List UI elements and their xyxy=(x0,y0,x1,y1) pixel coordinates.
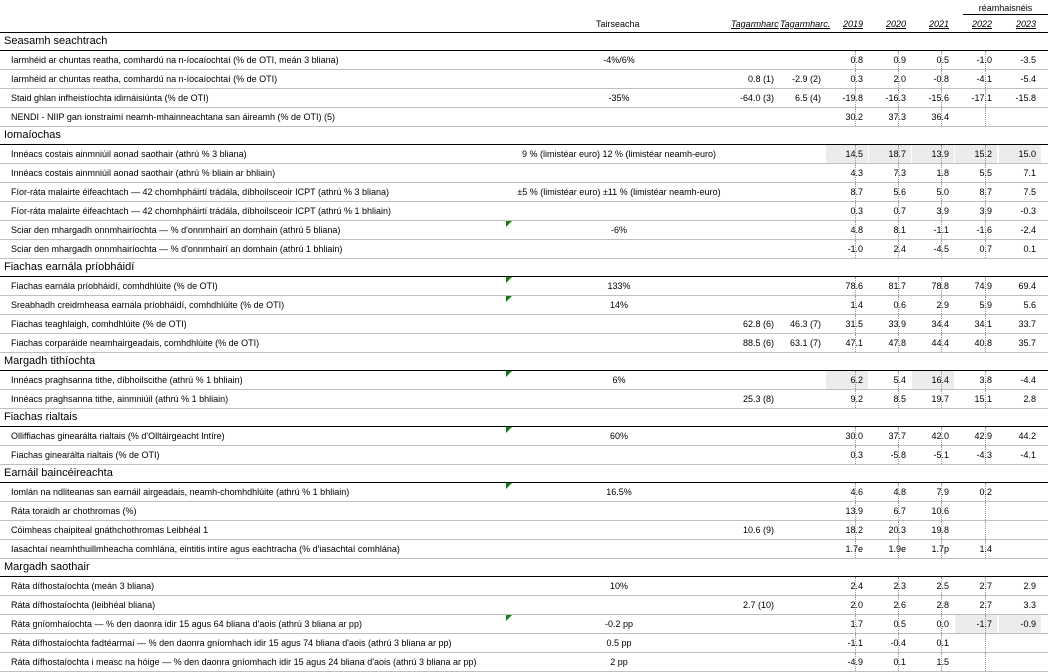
year-value-2023: -15.8 xyxy=(1015,93,1036,103)
year-value-2022: 2.7 xyxy=(979,581,992,591)
year-value-2022: 15.1 xyxy=(974,394,992,404)
row-label: Iarmhéid ar chuntas reatha, comhardú na n-íocaíochtaí (% de OTI, meán 3 bliana) xyxy=(11,55,339,65)
section-header xyxy=(0,409,1048,427)
header-scoreboard-1: Tagarmharc xyxy=(731,19,779,29)
year-value-2020: 0.6 xyxy=(893,300,906,310)
year-value-2023: -2.4 xyxy=(1020,225,1036,235)
row-label: Ráta dífhostaíochta i measc na hóige — % den daonra gníomhach idir 15 agus 24 bliana d'aois (athrú 3 bliana ar pp) xyxy=(11,657,477,667)
year-value-2022: -4.1 xyxy=(976,74,992,84)
table-row xyxy=(0,390,1048,409)
year-value-2021: 19.7 xyxy=(931,394,949,404)
header-year-2022: 2022 xyxy=(971,19,993,29)
year-value-2020: 8.5 xyxy=(893,394,906,404)
year-value-2022: -1.7 xyxy=(976,619,992,629)
threshold-value: 14% xyxy=(609,300,628,310)
year-value-2019: 13.9 xyxy=(845,506,863,516)
table-row xyxy=(0,108,1048,127)
row-label: Ráta dífhostaíochta fadtéarmaí — % den daonra gníomhach idir 15 agus 74 bliana d'aois (athrú 3 bliana ar pp) xyxy=(11,638,452,648)
year-value-2019: 1.4 xyxy=(850,300,863,310)
year-value-2022: 74.9 xyxy=(974,281,992,291)
header-threshold: Tairseacha xyxy=(596,19,640,29)
year-value-2019: -1.1 xyxy=(847,638,863,648)
section-title: Margadh tithíochta xyxy=(4,355,96,367)
year-value-2022: 2.7 xyxy=(979,600,992,610)
table-row xyxy=(0,296,1048,315)
row-label: Olliffiachas ginearálta rialtais (% d'Olltáirgeacht Intíre) xyxy=(11,431,225,441)
scoreboard-2-value: -2.9 (2) xyxy=(791,74,821,84)
scoreboard-2-value: 46.3 (7) xyxy=(789,319,821,329)
row-label: Innéacs costais ainmniúil aonad saothair (athrú % 3 bliana) xyxy=(11,149,247,159)
year-value-2023: 44.2 xyxy=(1018,431,1036,441)
year-value-2020: 0.7 xyxy=(893,206,906,216)
year-value-2020: 81.7 xyxy=(888,281,906,291)
year-value-2023: 7.5 xyxy=(1023,187,1036,197)
year-value-2022: -1.6 xyxy=(976,225,992,235)
year-value-2020: 0.9 xyxy=(893,55,906,65)
year-value-2020: 37.3 xyxy=(888,112,906,122)
year-value-2020: 47.8 xyxy=(888,338,906,348)
year-value-2022: 40.8 xyxy=(974,338,992,348)
row-label: NENDI - NIIP gan ionstraimí neamh-mhainneachtana san áireamh (% de OTI) (5) xyxy=(11,112,335,122)
table-row xyxy=(0,371,1048,390)
year-value-2019: 4.8 xyxy=(850,225,863,235)
year-value-2023: -5.4 xyxy=(1020,74,1036,84)
year-value-2020: 7.3 xyxy=(893,168,906,178)
column-divider xyxy=(985,502,986,520)
threshold-value: -35% xyxy=(608,93,630,103)
year-value-2021: 34.4 xyxy=(931,319,949,329)
row-label: Ráta gníomhaíochta — % den daonra idir 15 agus 64 bliana d'aois (athrú 3 bliana ar pp) xyxy=(11,619,362,629)
year-value-2021: 16.4 xyxy=(931,375,949,385)
table-row xyxy=(0,164,1048,183)
table-row xyxy=(0,483,1048,502)
year-value-2021: 78.8 xyxy=(931,281,949,291)
year-value-2022: -17.1 xyxy=(971,93,992,103)
year-value-2021: -15.6 xyxy=(928,93,949,103)
header-scoreboard-2: Tagarmharc. xyxy=(780,19,831,29)
year-value-2023: -0.9 xyxy=(1020,619,1036,629)
section-header xyxy=(0,465,1048,483)
table-row xyxy=(0,315,1048,334)
section-title: Seasamh seachtrach xyxy=(4,35,108,47)
threshold-value: -6% xyxy=(610,225,627,235)
year-value-2022: 5.5 xyxy=(979,168,992,178)
threshold-value: -4%/6% xyxy=(603,55,635,65)
year-value-2023: -3.5 xyxy=(1020,55,1036,65)
year-value-2022: 5.9 xyxy=(979,300,992,310)
table-row xyxy=(0,615,1048,634)
section-title: Iomaíochas xyxy=(4,129,61,141)
threshold-value: -0.2 pp xyxy=(604,619,634,629)
year-value-2019: 8.7 xyxy=(850,187,863,197)
year-value-2021: 1.5 xyxy=(936,657,949,667)
row-label: Ráta dífhostaíochta (leibhéal bliana) xyxy=(11,600,156,610)
row-label: Cóimheas chaipiteal gnáthchothromas Leibhéal 1 xyxy=(11,525,209,535)
table-row xyxy=(0,521,1048,540)
year-value-2021: 3.9 xyxy=(936,206,949,216)
year-value-2021: 1.7p xyxy=(931,544,949,554)
scoreboard-1-value: 25.3 (8) xyxy=(742,394,774,404)
row-label: Fiachas earnála príobháidí, comhdhlúite (% de OTI) xyxy=(11,281,218,291)
year-value-2023: 0.1 xyxy=(1023,244,1036,254)
header-projections: réamhaisnéis xyxy=(978,3,1033,13)
year-value-2020: -0.4 xyxy=(890,638,906,648)
year-value-2022: 3.8 xyxy=(979,375,992,385)
column-divider xyxy=(985,108,986,126)
year-value-2021: 1.8 xyxy=(936,168,949,178)
header-year-2021: 2021 xyxy=(928,19,950,29)
year-value-2019: 0.8 xyxy=(850,55,863,65)
year-value-2019: 2.0 xyxy=(850,600,863,610)
row-label: Sciar den mhargadh onnmhairíochta — % d'onnmhairí an domhain (athrú 5 bliana) xyxy=(11,225,341,235)
scoreboard-1-value: -64.0 (3) xyxy=(739,93,774,103)
threshold-value: ±5 % (limistéar euro) ±11 % (limistéar neamh-euro) xyxy=(517,187,721,197)
threshold-value: 0.5 pp xyxy=(606,638,632,648)
year-value-2019: 18.2 xyxy=(845,525,863,535)
section-title: Earnáil baincéireachta xyxy=(4,467,113,479)
year-value-2021: -5.1 xyxy=(933,450,949,460)
year-value-2019: 6.2 xyxy=(850,375,863,385)
year-value-2021: -4.5 xyxy=(933,244,949,254)
year-value-2023: 15.0 xyxy=(1018,149,1036,159)
year-value-2021: 0.5 xyxy=(936,55,949,65)
year-value-2023: 7.1 xyxy=(1023,168,1036,178)
scoreboard-1-value: 10.6 (9) xyxy=(742,525,774,535)
table-row xyxy=(0,221,1048,240)
year-value-2021: 19.8 xyxy=(931,525,949,535)
year-value-2020: 2.4 xyxy=(893,244,906,254)
scoreboard-2-value: 63.1 (7) xyxy=(789,338,821,348)
year-value-2020: 2.6 xyxy=(893,600,906,610)
year-value-2019: 0.3 xyxy=(850,450,863,460)
year-value-2021: -0.8 xyxy=(933,74,949,84)
row-label: Ráta toraidh ar chothromas (%) xyxy=(11,506,137,516)
section-header xyxy=(0,353,1048,371)
year-value-2020: 0.5 xyxy=(893,619,906,629)
year-value-2020: 4.8 xyxy=(893,487,906,497)
year-value-2021: 36.4 xyxy=(931,112,949,122)
table-row xyxy=(0,183,1048,202)
year-value-2022: 34.1 xyxy=(974,319,992,329)
year-value-2019: 0.3 xyxy=(850,74,863,84)
year-value-2019: 9.2 xyxy=(850,394,863,404)
threshold-value: 2 pp xyxy=(610,657,628,667)
year-value-2022: -1.0 xyxy=(976,55,992,65)
table-row xyxy=(0,634,1048,653)
year-value-2022: 15.2 xyxy=(974,149,992,159)
scoreboard-1-value: 62.8 (6) xyxy=(742,319,774,329)
scoreboard-1-value: 88.5 (6) xyxy=(742,338,774,348)
year-value-2021: 42.0 xyxy=(931,431,949,441)
row-label: Ráta dífhostaíochta (meán 3 bliana) xyxy=(11,581,155,591)
year-value-2020: 5.4 xyxy=(893,375,906,385)
year-value-2023: -0.3 xyxy=(1020,206,1036,216)
row-label: Staid ghlan infheistíochta idirnáisiúnta (% de OTI) xyxy=(11,93,209,103)
row-label: Fiachas ginearálta rialtais (% de OTI) xyxy=(11,450,160,460)
year-value-2020: 37.7 xyxy=(888,431,906,441)
projections-underline xyxy=(963,14,1048,15)
year-value-2020: 2.0 xyxy=(893,74,906,84)
table-row xyxy=(0,502,1048,521)
year-value-2019: 14.5 xyxy=(845,149,863,159)
table-row xyxy=(0,51,1048,70)
year-value-2023: -4.4 xyxy=(1020,375,1036,385)
section-title: Fiachas rialtais xyxy=(4,411,78,423)
row-label: Iarmhéid ar chuntas reatha, comhardú na n-íocaíochtaí (% de OTI) xyxy=(11,74,278,84)
table-row xyxy=(0,277,1048,296)
year-value-2023: 35.7 xyxy=(1018,338,1036,348)
row-label: Fíor-ráta malairte éifeachtach — 42 chomhpháirtí trádála, díbhoilsceoir ICPT (athrú % 3 bliana) xyxy=(11,187,390,197)
row-label: Fíor-ráta malairte éifeachtach — 42 chomhpháirtí trádála, díbhoilsceoir ICPT (athrú % 1 bhliain) xyxy=(11,206,392,216)
section-header xyxy=(0,559,1048,577)
year-value-2019: 31.5 xyxy=(845,319,863,329)
row-label: Fiachas teaghlaigh, comhdhlúite (% de OTI) xyxy=(11,319,187,329)
year-value-2023: 3.3 xyxy=(1023,600,1036,610)
table-row xyxy=(0,577,1048,596)
row-label: Iomlán na ndliteanas san earnáil airgeadais, neamh-chomhdhlúite (athrú % 1 bhliain) xyxy=(11,487,350,497)
scoreboard-1-value: 0.8 (1) xyxy=(747,74,774,84)
year-value-2021: 44.4 xyxy=(931,338,949,348)
row-label: Innéacs praghsanna tithe, ainmniúil (athrú % 1 bhliain) xyxy=(11,394,229,404)
year-value-2019: 30.0 xyxy=(845,431,863,441)
threshold-value: 16.5% xyxy=(606,487,632,497)
threshold-value: 9 % (limistéar euro) 12 % (limistéar neamh-euro) xyxy=(521,149,717,159)
year-value-2021: 2.5 xyxy=(936,581,949,591)
section-header xyxy=(0,127,1048,145)
row-label: Fiachas corparáide neamhairgeadais, comhdhlúite (% de OTI) xyxy=(11,338,260,348)
row-label: Innéacs costais ainmniúil aonad saothair (athrú % bliain ar bhliain) xyxy=(11,168,276,178)
column-divider xyxy=(985,521,986,539)
scoreboard-2-value: 6.5 (4) xyxy=(794,93,821,103)
year-value-2023: 69.4 xyxy=(1018,281,1036,291)
threshold-value: 133% xyxy=(607,281,631,291)
year-value-2019: 47.1 xyxy=(845,338,863,348)
table-row xyxy=(0,70,1048,89)
threshold-value: 10% xyxy=(609,581,628,591)
year-value-2021: -1.1 xyxy=(933,225,949,235)
table-row xyxy=(0,202,1048,221)
scoreboard-1-value: 2.7 (10) xyxy=(742,600,774,610)
table-row xyxy=(0,145,1048,164)
table-header xyxy=(0,0,1048,33)
row-label: Sreabhadh creidmheasa earnála príobháidí, comhdhlúite (% de OTI) xyxy=(11,300,285,310)
year-value-2023: 33.7 xyxy=(1018,319,1036,329)
column-divider xyxy=(985,653,986,671)
year-value-2021: 0.1 xyxy=(936,638,949,648)
header-year-2020: 2020 xyxy=(885,19,907,29)
table-row xyxy=(0,89,1048,108)
year-value-2022: 0.7 xyxy=(979,244,992,254)
year-value-2021: 0.0 xyxy=(936,619,949,629)
year-value-2020: 18.7 xyxy=(888,149,906,159)
year-value-2019: 30.2 xyxy=(845,112,863,122)
year-value-2019: 4.3 xyxy=(850,168,863,178)
year-value-2023: 2.9 xyxy=(1023,581,1036,591)
year-value-2019: 1.7 xyxy=(850,619,863,629)
year-value-2023: 5.6 xyxy=(1023,300,1036,310)
year-value-2019: -4.9 xyxy=(847,657,863,667)
year-value-2022: 42.9 xyxy=(974,431,992,441)
table-row xyxy=(0,540,1048,559)
section-header xyxy=(0,259,1048,277)
year-value-2020: 0.1 xyxy=(893,657,906,667)
year-value-2022: 1.4 xyxy=(979,544,992,554)
table-row xyxy=(0,427,1048,446)
row-label: Iasachtaí neamhthuillmheacha comhlána, eintitis intíre agus eachtracha (% d'iasachtaí comhlána) xyxy=(11,544,400,554)
year-value-2021: 2.9 xyxy=(936,300,949,310)
year-value-2023: 2.8 xyxy=(1023,394,1036,404)
year-value-2020: 20.3 xyxy=(888,525,906,535)
column-divider xyxy=(985,634,986,652)
year-value-2021: 2.8 xyxy=(936,600,949,610)
year-value-2020: 2.3 xyxy=(893,581,906,591)
row-label: Innéacs praghsanna tithe, díbhoilscithe (athrú % 1 bhliain) xyxy=(11,375,243,385)
header-year-2019: 2019 xyxy=(842,19,864,29)
year-value-2022: 0.2 xyxy=(979,487,992,497)
year-value-2020: 1.9e xyxy=(888,544,906,554)
year-value-2020: 5.6 xyxy=(893,187,906,197)
section-header xyxy=(0,33,1048,51)
section-title: Margadh saothair xyxy=(4,561,90,573)
year-value-2020: 6.7 xyxy=(893,506,906,516)
table-row xyxy=(0,334,1048,353)
year-value-2021: 13.9 xyxy=(931,149,949,159)
year-value-2021: 7.9 xyxy=(936,487,949,497)
year-value-2019: 78.6 xyxy=(845,281,863,291)
year-value-2022: 3.9 xyxy=(979,206,992,216)
year-value-2020: -5.8 xyxy=(890,450,906,460)
threshold-value: 60% xyxy=(609,431,628,441)
year-value-2019: 1.7e xyxy=(845,544,863,554)
year-value-2021: 5.0 xyxy=(936,187,949,197)
section-title: Fiachas earnála príobháidí xyxy=(4,261,135,273)
year-value-2022: -4.3 xyxy=(976,450,992,460)
year-value-2019: 2.4 xyxy=(850,581,863,591)
table-row xyxy=(0,446,1048,465)
year-value-2023: -4.1 xyxy=(1020,450,1036,460)
year-value-2020: -16.3 xyxy=(885,93,906,103)
table-row xyxy=(0,596,1048,615)
year-value-2019: -19.8 xyxy=(842,93,863,103)
table-row xyxy=(0,240,1048,259)
year-value-2020: 33.9 xyxy=(888,319,906,329)
year-value-2020: 8.1 xyxy=(893,225,906,235)
row-label: Sciar den mhargadh onnmhairíochta — % d'onnmhairí an domhain (athrú 1 bhliain) xyxy=(11,244,343,254)
year-value-2019: 0.3 xyxy=(850,206,863,216)
table-row xyxy=(0,653,1048,672)
header-year-2023: 2023 xyxy=(1015,19,1037,29)
year-value-2019: 4.6 xyxy=(850,487,863,497)
year-value-2022: 8.7 xyxy=(979,187,992,197)
year-value-2021: 10.6 xyxy=(931,506,949,516)
threshold-value: 6% xyxy=(612,375,626,385)
year-value-2019: -1.0 xyxy=(847,244,863,254)
